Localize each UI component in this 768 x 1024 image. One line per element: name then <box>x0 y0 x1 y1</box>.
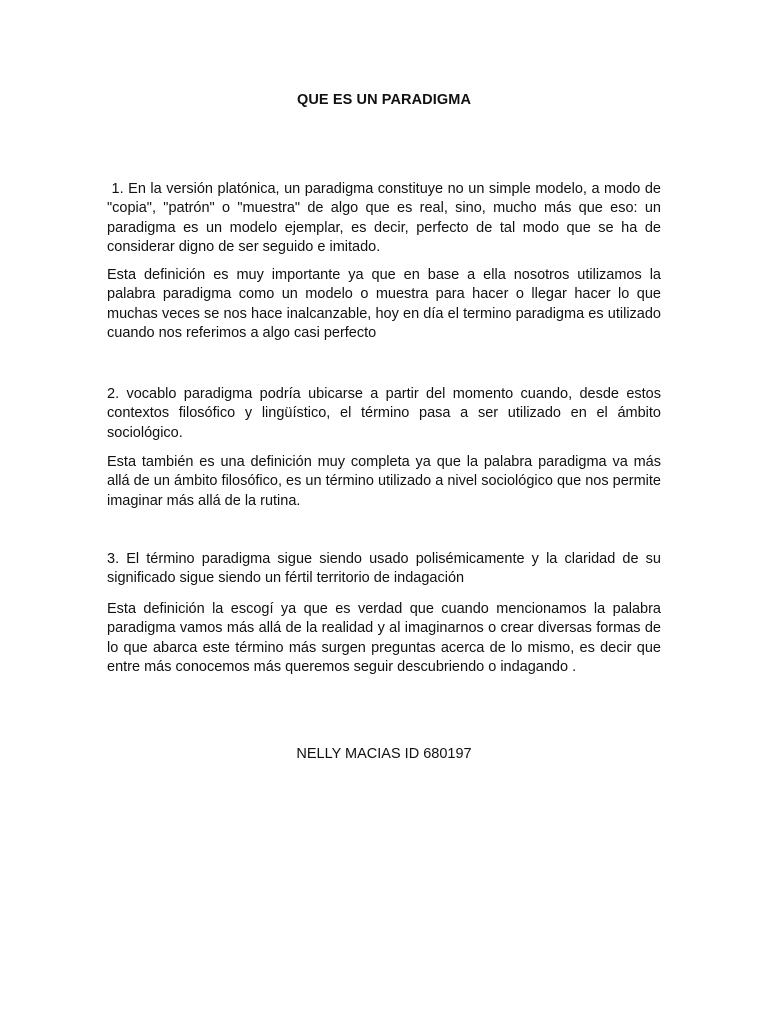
paragraph-definition-2: 2. vocablo paradigma podría ubicarse a partir del momento cuando, desde estos contextos filosófico y lingüístico, el término pasa a ser utilizado en el ámbito sociológico. <box>107 386 661 441</box>
document-title: QUE ES UN PARADIGMA <box>296 92 472 108</box>
paragraph-definition-1: 1. En la versión platónica, un paradigma constituye no un simple modelo, a modo de "copia", "patrón" o "muestra" de algo que es real, sino, mucho más que eso: un paradigma es un modelo ejemplar, es decir, perfecto de tal modo que se ha de considerar digno de ser seguido e imitado. <box>107 181 661 255</box>
author-signature: NELLY MACIAS ID 680197 <box>296 746 472 762</box>
paragraph-definition-3: 3. El término paradigma sigue siendo usado polisémicamente y la claridad de su significado sigue siendo un fértil territorio de indagación <box>107 551 661 587</box>
paragraph-commentary-3: Esta definición la escogí ya que es verdad que cuando mencionamos la palabra paradigma vamos más allá de la realidad y al imaginarnos o crear diversas formas de lo que abarca este término más surgen preguntas acerca de lo mismo, es decir que entre más conocemos más queremos seguir descubriendo o indagando . <box>107 601 661 675</box>
paragraph-commentary-2: Esta también es una definición muy completa ya que la palabra paradigma va más allá de un ámbito filosófico, es un término utilizado a nivel sociológico que nos permite imaginar más allá de la rutina. <box>107 454 661 509</box>
paragraph-commentary-1: Esta definición es muy importante ya que en base a ella nosotros utilizamos la palabra paradigma como un modelo o muestra para hacer o llegar hacer lo que muchas veces se nos hace inalcanzable, hoy en día el termino paradigma es utilizado cuando nos referimos a algo casi perfecto <box>107 267 661 341</box>
